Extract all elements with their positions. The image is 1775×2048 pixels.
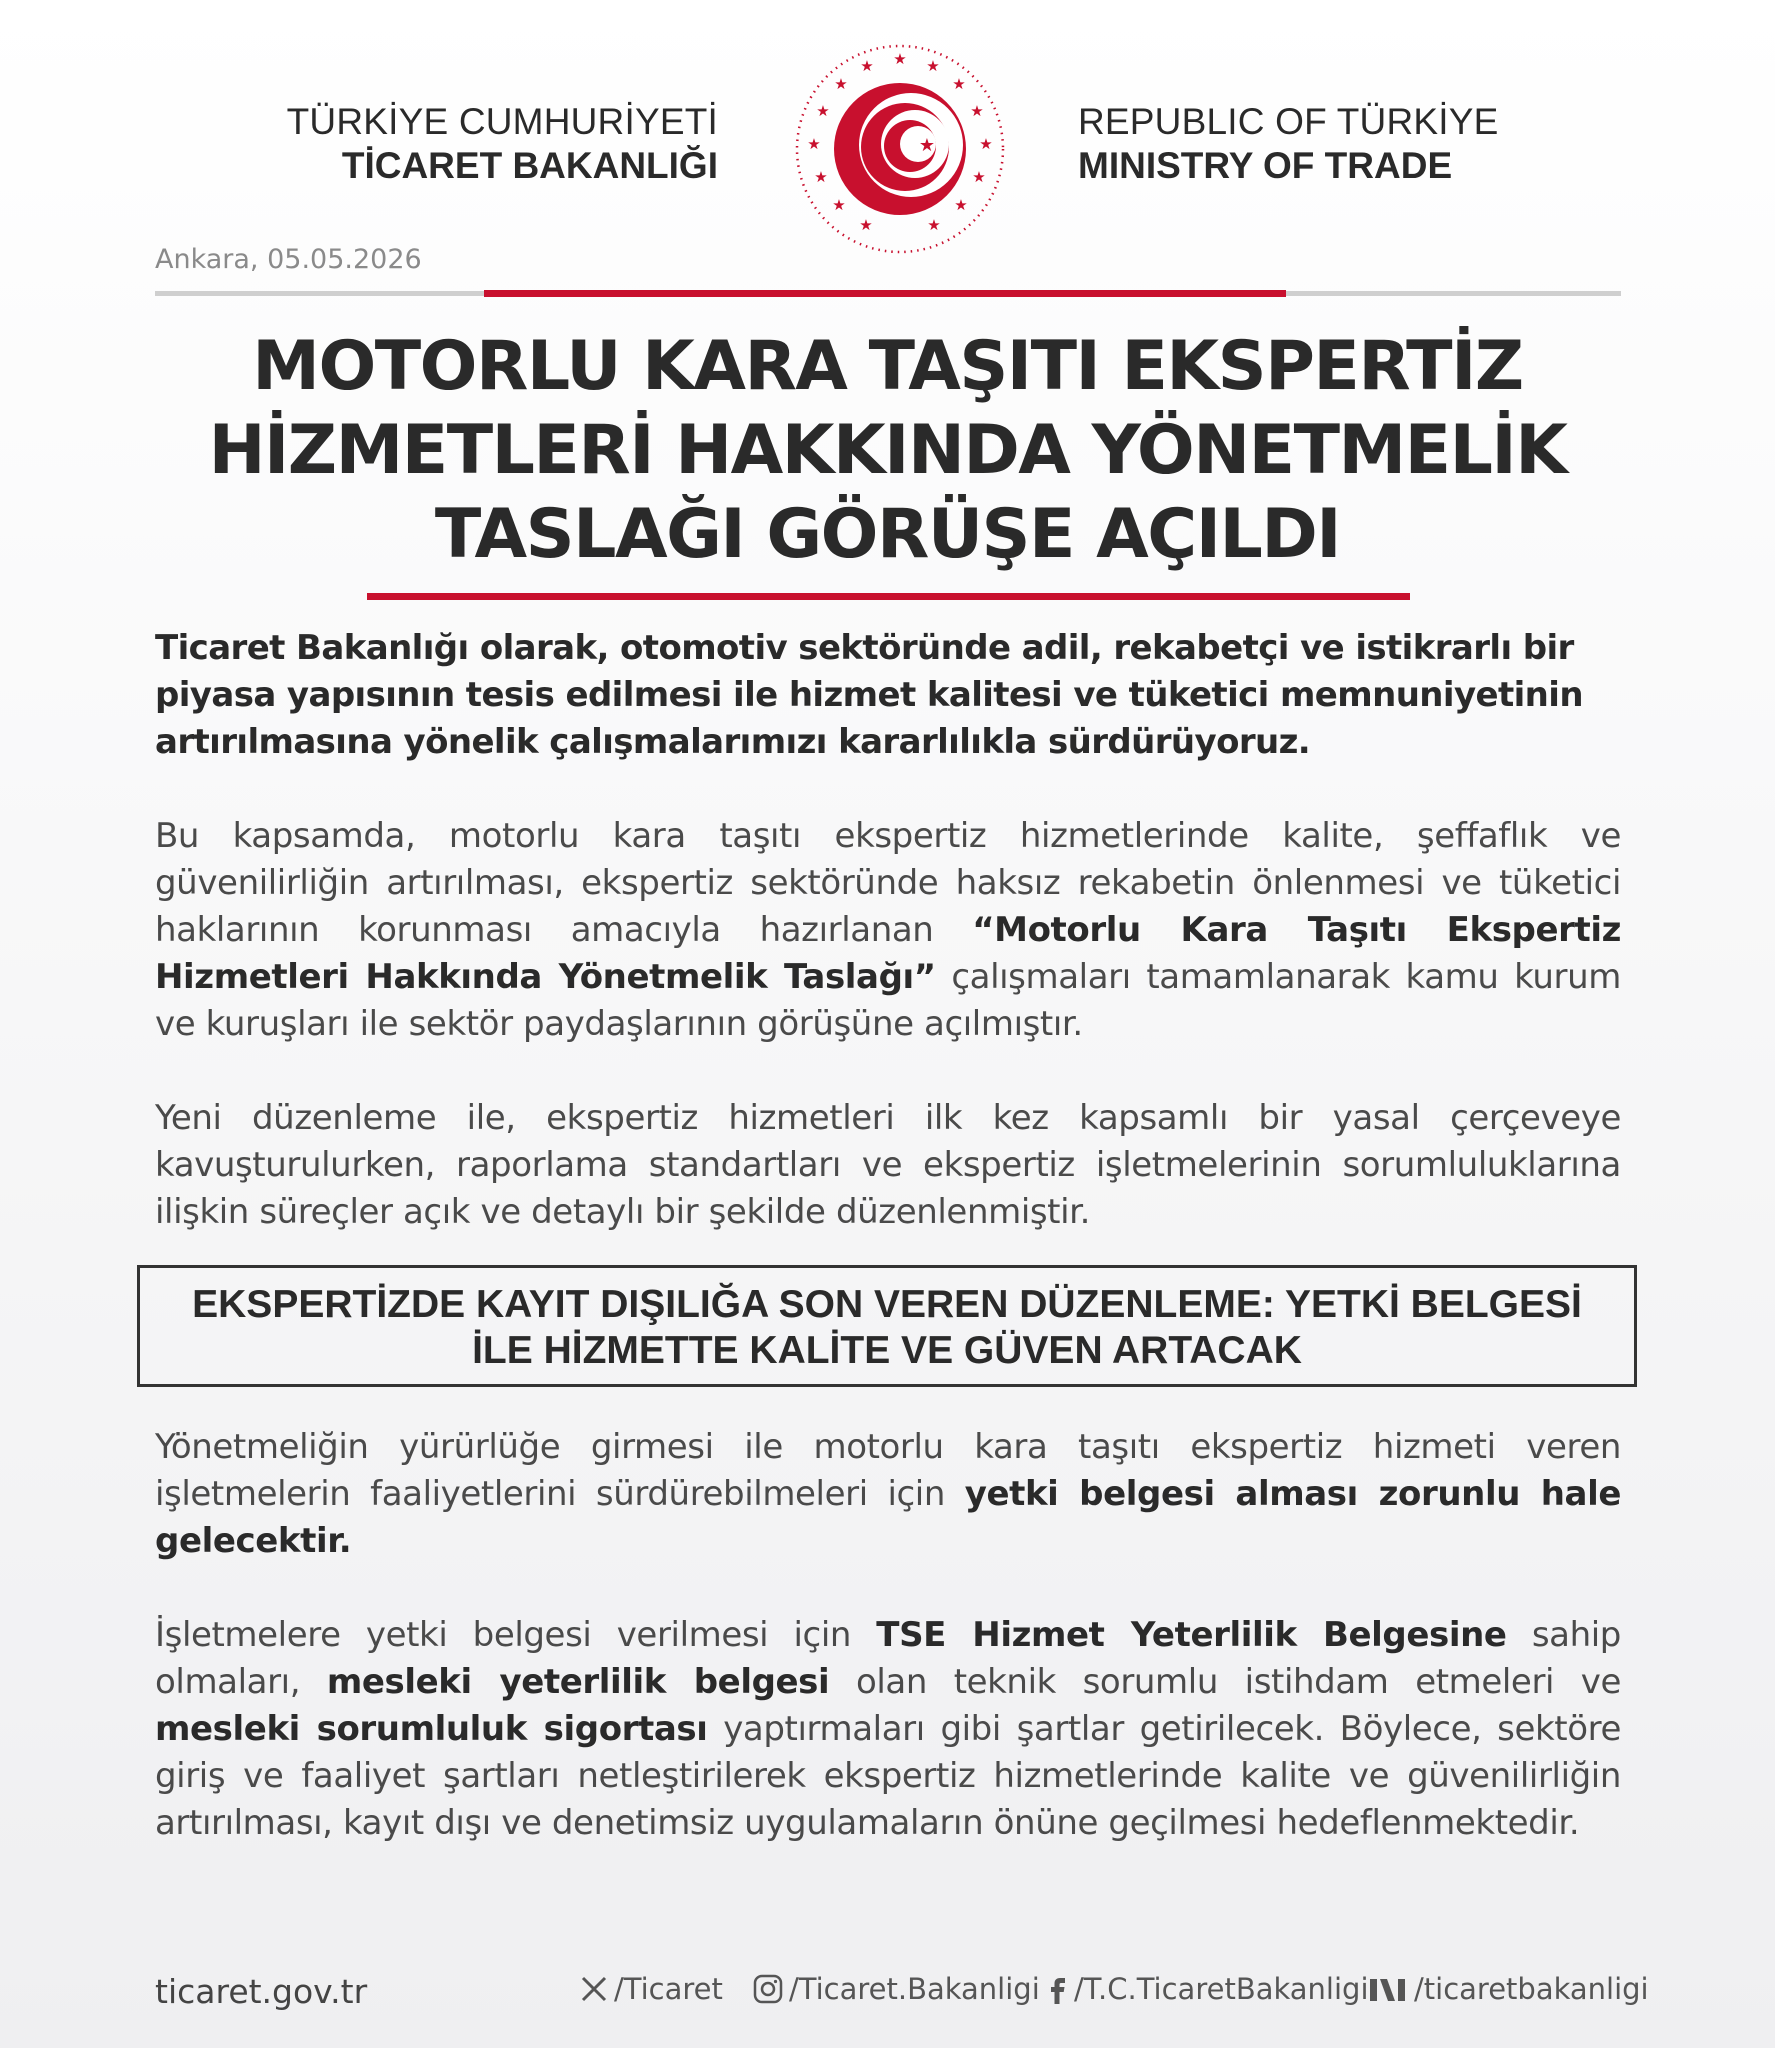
paragraph-scope-text-end: çalışmaları tamamlanarak kamu kurum ve kuruşları ile sektör paydaşlarının görüşüne açılmıştır.	[155, 957, 1621, 1044]
svg-text:★: ★	[954, 196, 968, 214]
instagram-handle: /Ticaret.Bakanligi	[789, 1972, 1040, 2006]
ministry-line2-en: MINISTRY OF TRADE	[1078, 145, 1453, 186]
page-title: MOTORLU KARA TAŞITI EKSPERTİZ HİZMETLERİ HAKKINDA YÖNETMELİK TASLAĞI GÖRÜŞE AÇILDI	[208, 327, 1567, 574]
svg-text:★: ★	[893, 50, 907, 68]
x-logo-icon	[580, 1975, 608, 2003]
svg-text:★: ★	[834, 75, 848, 93]
paragraph-conditions	[155, 1612, 1621, 1847]
tse-certificate: TSE Hizmet Yeterlilik Belgesine	[876, 1615, 1507, 1655]
svg-text:★: ★	[972, 168, 986, 186]
paragraph-license	[155, 1424, 1621, 1565]
liability-insurance: mesleki sorumluluk sigortası	[155, 1709, 708, 1749]
svg-text:★: ★	[860, 57, 874, 75]
svg-text:★: ★	[832, 196, 846, 214]
paragraph-scope	[155, 813, 1621, 1048]
ministry-line1-en: REPUBLIC OF TÜRKİYE	[1078, 101, 1499, 142]
ministry-name-en	[1078, 100, 1578, 188]
vocational-certificate: mesleki yeterlilik belgesi	[326, 1662, 830, 1702]
paragraph-new-regulation: Yeni düzenleme ile, ekspertiz hizmetleri ilk kez kapsamlı bir yasal çerçeveye kavuşturulurken, raporlama standartları ve ekspertiz işletmelerinin sorumluluklarına ilişkin süreçler açık ve detaylı bir şekilde düzenlenmiştir.	[155, 1098, 1621, 1232]
section-heading-box	[137, 1265, 1637, 1387]
svg-text:★: ★	[859, 216, 873, 234]
nsosyal-social-link[interactable]	[1368, 1972, 1649, 2006]
press-date: Ankara, 05.05.2026	[155, 244, 422, 275]
svg-text:★: ★	[970, 102, 984, 120]
divider-red	[484, 290, 1286, 297]
nsosyal-handle: /ticaretbakanligi	[1414, 1972, 1649, 2006]
svg-text:★: ★	[927, 216, 941, 234]
paragraph-scope-text: Bu kapsamda, motorlu kara taşıtı ekspertiz hizmetlerinde kalite, şeffaflık ve güvenilirliğin artırılması, ekspertiz sektöründe haksız rekabetin önlenmesi ve tüketici haklarının korunması amacıyla hazırlanan	[155, 816, 1621, 950]
svg-text:★: ★	[926, 57, 940, 75]
conditions-text-1: İşletmelere yetki belgesi verilmesi için	[155, 1615, 877, 1655]
conditions-text-2: sahip olmaları,	[155, 1615, 1621, 1702]
ministry-line1-tr: TÜRKİYE CUMHURİYETİ	[286, 101, 718, 142]
section-heading-line2: İLE HİZMETTE KALİTE VE GÜVEN ARTACAK	[472, 1329, 1302, 1372]
ministry-line2-tr: TİCARET BAKANLIĞI	[341, 145, 718, 186]
lead-paragraph: Ticaret Bakanlığı olarak, otomotiv sektöründe adil, rekabetçi ve istikrarlı bir piyasa yapısının tesis edilmesi ile hizmet kalitesi ve tüketici memnuniyetinin artırılmasına yönelik çalışmalarımızı kararlılıkla sürdürüyoruz.	[155, 628, 1583, 762]
svg-text:★: ★	[952, 75, 966, 93]
facebook-handle: /T.C.TicaretBakanligi	[1074, 1972, 1369, 2006]
svg-text:★: ★	[979, 135, 993, 153]
nsosyal-logo-icon	[1368, 1975, 1408, 2003]
svg-text:★: ★	[807, 135, 821, 153]
ministry-seal-icon	[793, 42, 1007, 256]
paragraph-license-text: Yönetmeliğin yürürlüğe girmesi ile motorlu kara taşıtı ekspertiz hizmeti veren işletmelerin faaliyetlerini sürdürebilmeleri için	[155, 1427, 1621, 1514]
facebook-logo-icon	[1046, 1974, 1068, 2004]
website-link[interactable]: ticaret.gov.tr	[155, 1972, 368, 2011]
instagram-social-link[interactable]	[753, 1972, 1040, 2006]
svg-text:★: ★	[814, 168, 828, 186]
svg-text:★: ★	[918, 135, 936, 156]
license-requirement: yetki belgesi alması zorunlu hale gelecektir.	[155, 1474, 1621, 1561]
conditions-text-4: yaptırmaları gibi şartlar getirilecek. Böylece, sektöre giriş ve faaliyet şartları netleştirilerek ekspertiz hizmetlerinde kalite ve güvenilirliğin artırılması, kayıt dışı ve denetimsiz uygulamaların önüne geçilmesi hedeflenmektedir.	[155, 1709, 1621, 1843]
title-underline	[367, 593, 1410, 600]
facebook-social-link[interactable]	[1046, 1972, 1369, 2006]
conditions-text-3: olan teknik sorumlu istihdam etmeleri ve	[829, 1662, 1622, 1702]
svg-text:★: ★	[816, 102, 830, 120]
regulation-name: “Motorlu Kara Taşıtı Ekspertiz Hizmetleri Hakkında Yönetmelik Taslağı”	[155, 910, 1622, 997]
x-handle: /Ticaret	[614, 1972, 723, 2006]
x-social-link[interactable]	[580, 1972, 723, 2006]
instagram-logo-icon	[753, 1974, 783, 2004]
ministry-name-tr	[250, 100, 718, 188]
section-heading-line1: EKSPERTİZDE KAYIT DIŞILIĞA SON VEREN DÜZENLEME: YETKİ BELGESİ	[192, 1283, 1582, 1326]
